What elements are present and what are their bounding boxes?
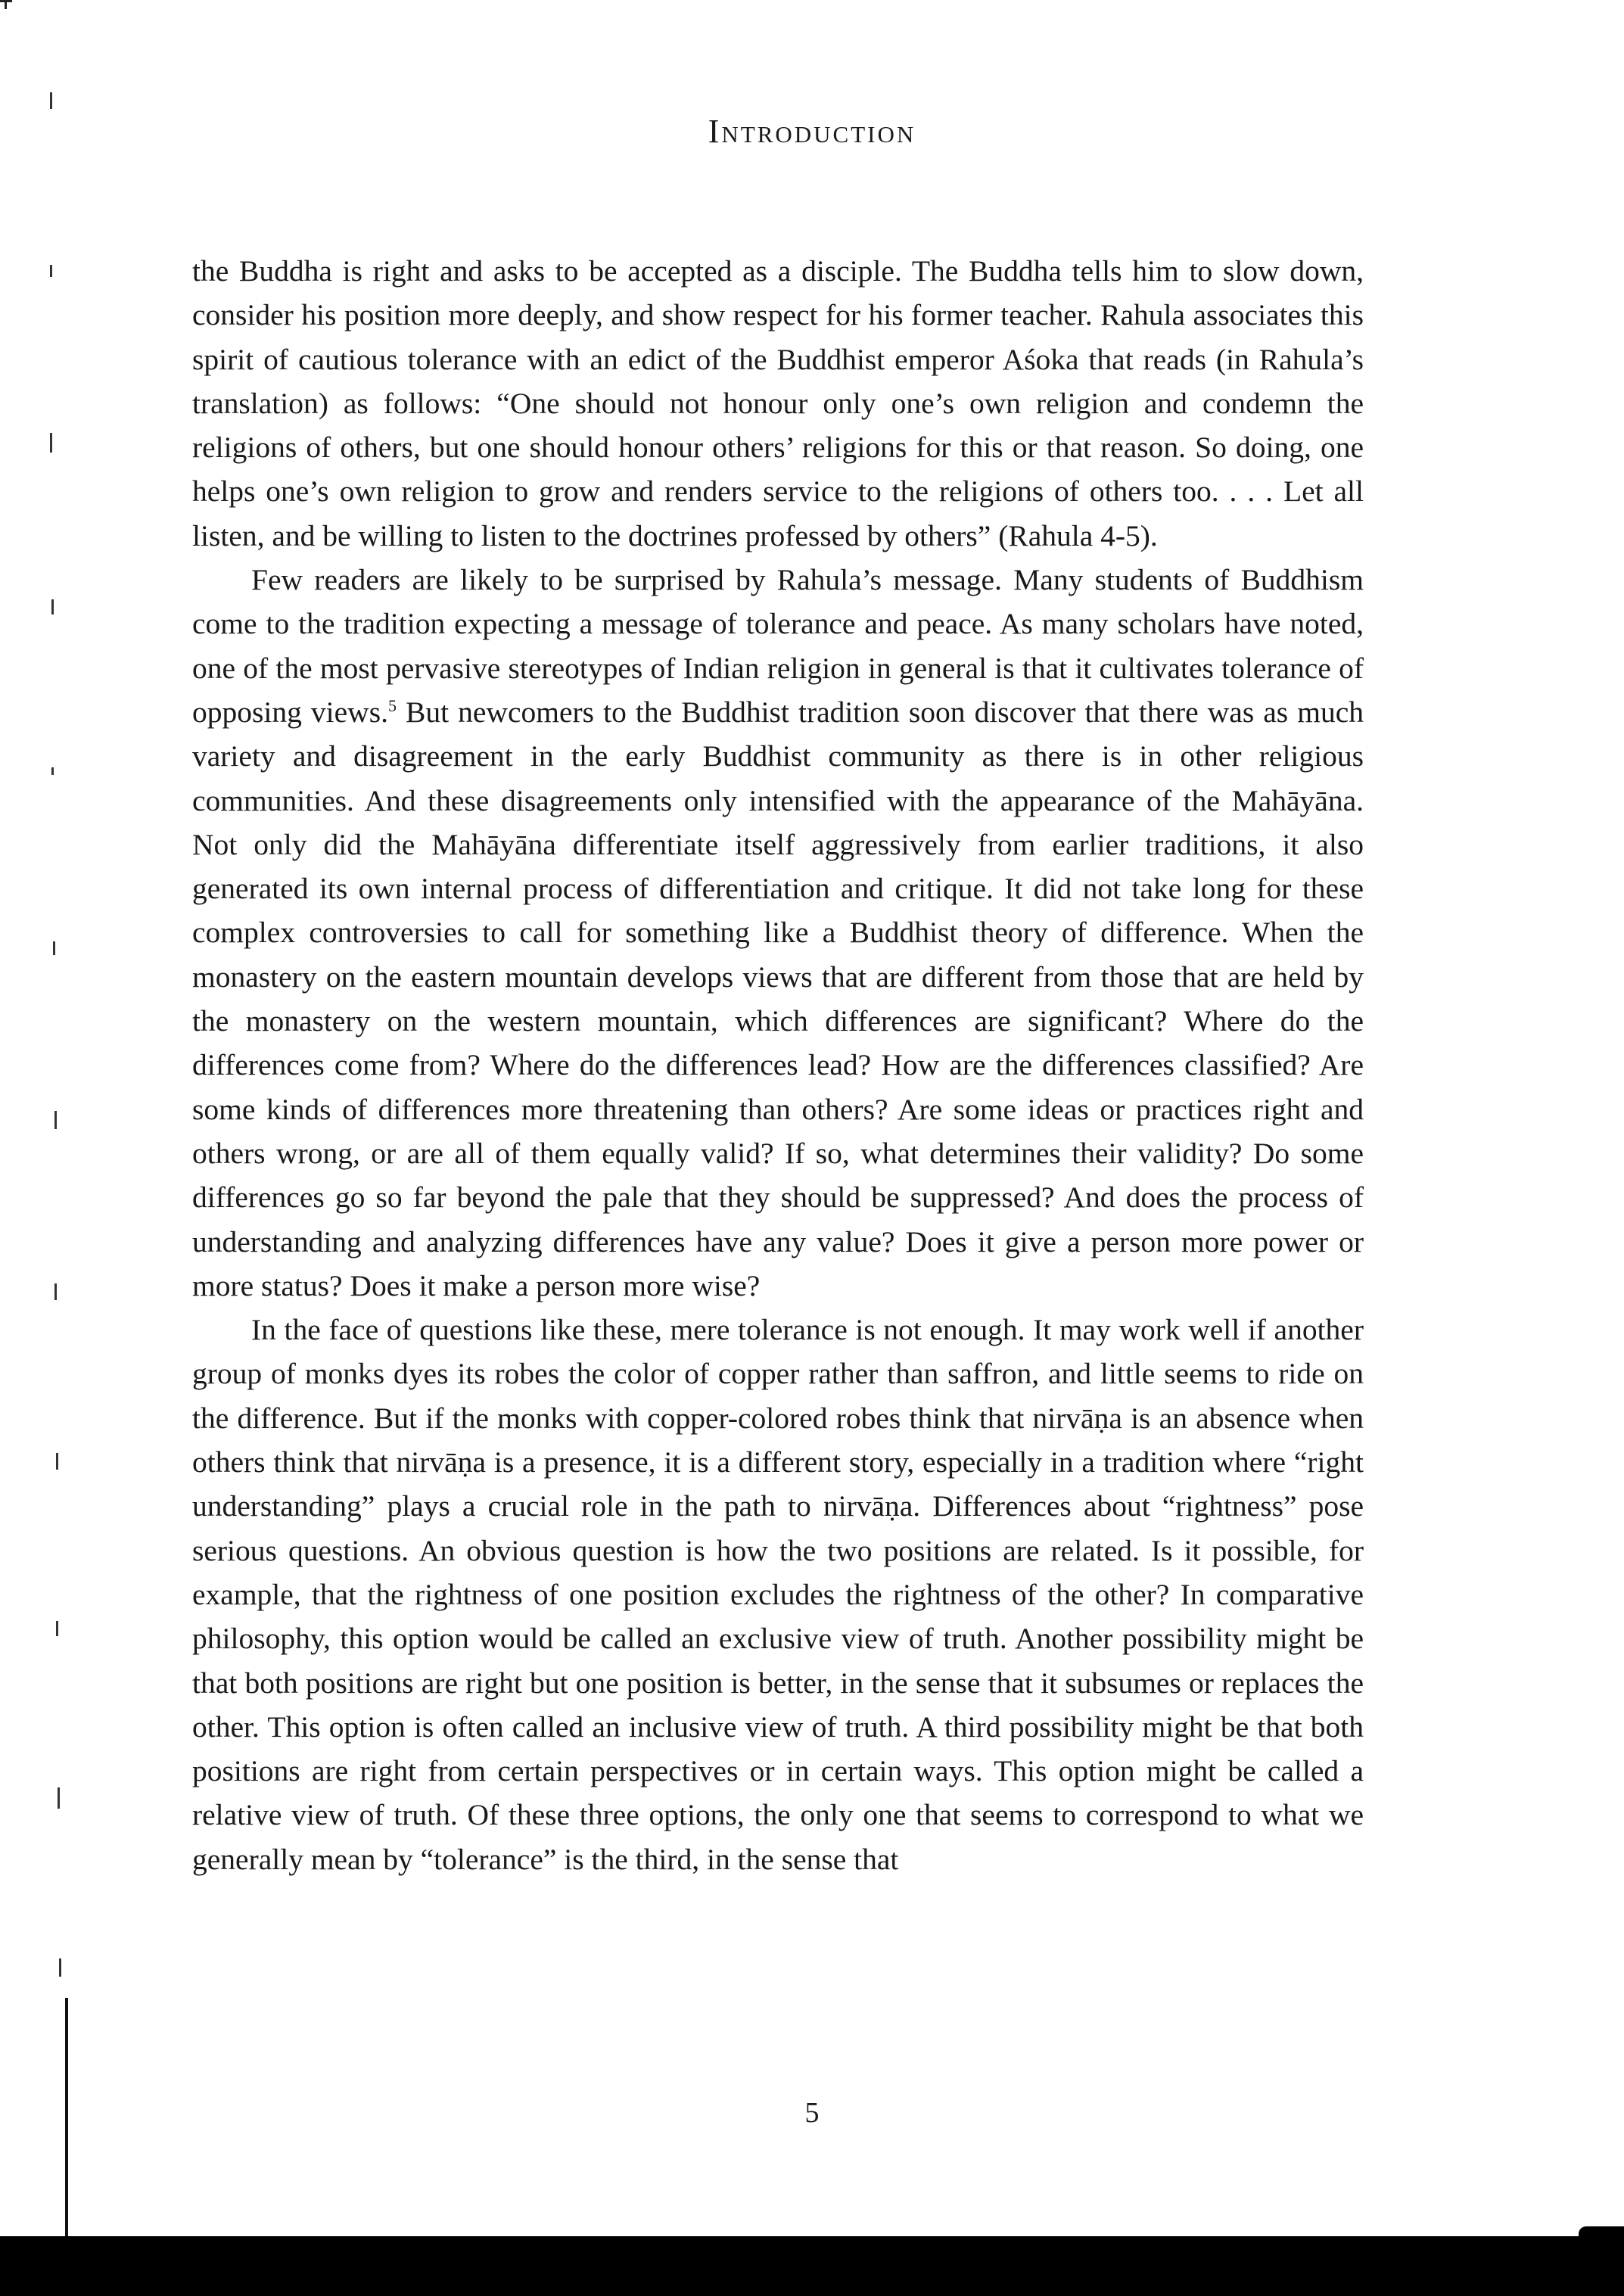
gutter-shadow-mark: [59, 1958, 61, 1977]
gutter-shadow-mark: [56, 1453, 58, 1470]
gutter-shadow-mark: [51, 767, 54, 775]
paragraph-text: the Buddha is right and asks to be accepted as a disciple. The Buddha tells him to slow down, consider his position more deeply, and show respect for his former teacher. Rahula associates this spirit of cautious tolerance with an edict of the Buddhist emperor Aśoka that reads (in Rahula’s translation) as follows: “One should not honour only one’s own religion and condemn the religions of others, but one should honour others’ religions for this or that reason. So doing, one helps one’s own religion to grow and renders service to the religions of others too. . . . Let all listen, and be willing to listen to the doctrines professed by others” (Rahula 4-5).: [192, 254, 1364, 552]
page-number: 5: [804, 2097, 820, 2129]
paragraph: [192, 558, 1364, 1308]
footnote-marker[interactable]: 5: [387, 695, 397, 715]
gutter-shadow-mark: [56, 1621, 58, 1636]
running-head: Introduction: [708, 113, 916, 150]
paragraph-text: Few readers are likely to be surprised by Rahula’s message. Many students of Buddhism come to the tradition expecting a message of tolerance and peace. As many scholars have noted, one of the most pervasive stereotypes of Indian religion in general is that it cultivates tolerance of opposing views.: [192, 563, 1364, 729]
gutter-shadow-mark: [50, 265, 52, 277]
binding-edge-line: [65, 1998, 68, 2240]
paragraph-text: But newcomers to the Buddhist tradition soon discover that there was as much variety and disagreement in the early Buddhist community as there is in other religious communities. And these disagreements only intensified with the appearance of the Mahāyāna. Not only did the Mahāyāna differentiate itself aggressively from earlier traditions, it also generated its own internal process of differentiation and critique. It did not take long for these complex controversies to call for something like a Buddhist theory of difference. When the monastery on the eastern mountain develops views that are different from those that are held by the monastery on the western mountain, which differences are significant? Where do the differences come from? Where do the differences lead? How are the differences classified? Are some kinds of differences more threatening than others? Are some ideas or practices right and others wrong, or are all of them equally valid? If so, what determines their validity? Do some differences go so far beyond the pale that they should be suppressed? And does the process of understanding and analyzing differences have any value? Does it give a person more power or more status? Does it make a person more wise?: [192, 695, 1364, 1302]
paragraph-text: In the face of questions like these, mere tolerance is not enough. It may work well if another group of monks dyes its robes the color of copper rather than saffron, and little seems to ride on the difference. But if the monks with copper-colored robes think that nirvāṇa is an absence when others think that nirvāṇa is a presence, it is a different story, especially in a tradition where “right understanding” plays a crucial role in the path to nirvāṇa. Differences about “rightness” pose serious questions. An obvious question is how the two positions are related. Is it possible, for example, that the rightness of one position excludes the rightness of the other? In comparative philosophy, this option would be called an exclusive view of truth. Another possibility might be that both positions are right but one position is better, in the sense that it subsumes or replaces the other. This option is often called an inclusive view of truth. A third possibility might be that both positions are right from certain perspectives or in certain ways. This option might be called a relative view of truth. Of these three options, the only one that seems to correspond to what we generally mean by “tolerance” is the third, in the sense that: [192, 1313, 1364, 1876]
crop-mark: [0, 0, 12, 2]
gutter-shadow-mark: [50, 433, 52, 453]
paragraph: [192, 1308, 1364, 1881]
gutter-shadow-mark: [51, 599, 54, 614]
gutter-shadow-mark: [54, 1283, 57, 1300]
body-text: [192, 249, 1364, 1881]
gutter-shadow-mark: [53, 941, 55, 955]
gutter-shadow-mark: [54, 1111, 57, 1129]
paragraph: [192, 249, 1364, 558]
gutter-shadow-mark: [50, 92, 52, 109]
scan-corner-artifact: [1579, 2226, 1624, 2237]
scan-bottom-edge: [0, 2236, 1624, 2296]
gutter-shadow-mark: [58, 1787, 60, 1809]
